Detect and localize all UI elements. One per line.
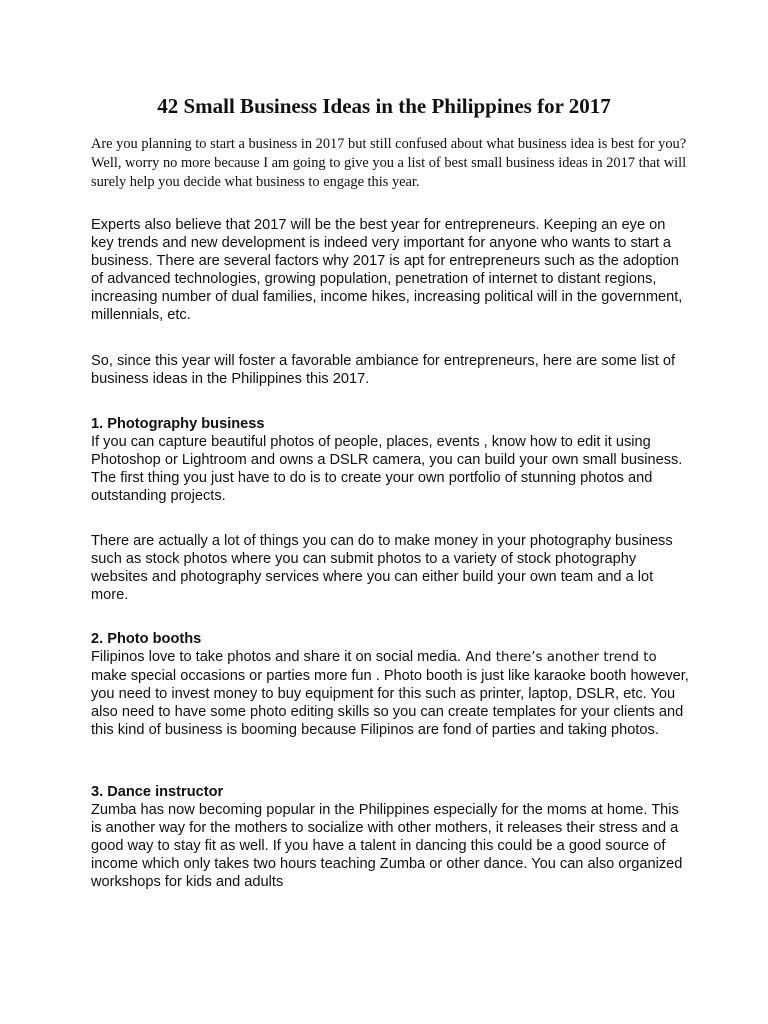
section-dance-instructor [91, 783, 691, 891]
section-body: Zumba has now becoming popular in the Philippines especially for the moms at home. This is another way for the mothers to socialize with other mothers, it releases their stress and a good way to stay fit as well. If you have a talent in dancing this could be a good source of income which only takes two hours teaching Zumba or other dance. You can also organized workshops for kids and adults [91, 802, 683, 890]
section-heading: 3. Dance instructor [91, 784, 224, 800]
section-photo-booths [91, 630, 691, 739]
section-body-part-b: . And there’s another trend to [456, 650, 657, 665]
section-photography-body2: There are actually a lot of things you can do to make money in your photography business such as stock photos where you can submit photos to a variety of stock photography websites and photography services where you can either build your own team and a lot more. [91, 533, 673, 603]
section-body: If you can capture beautiful photos of people, places, events , know how to edit it using Photoshop or Lightroom and owns a DSLR camera, you can build your own small business. The first thing you just have to do is to create your own portfolio of stunning photos and outstanding projects. [91, 434, 683, 504]
section-photography [91, 415, 691, 505]
section-body-part-c: make special occasions or parties more fun . Photo booth is just like karaoke booth however, you need to invest money to buy equipment for this such as printer, laptop, DSLR, etc. You also need to have some photo editing skills so you can create templates for your clients and this kind of business is booming because Filipinos are fond of parties and taking photos. [91, 668, 689, 738]
document-title: 42 Small Business Ideas in the Philippines for 2017 [157, 94, 611, 118]
section-body-part-a: Filipinos love to take photos and share it on social media [91, 649, 457, 665]
experts-paragraph: Experts also believe that 2017 will be the best year for entrepreneurs. Keeping an eye on key trends and new development is indeed very important for anyone who wants to start a business. There are several factors why 2017 is apt for entrepreneurs such as the adoption of advanced technologies, growing population, penetration of internet to distant regions, increasing number of dual families, income hikes, increasing political will in the government, millennials, etc. [91, 217, 683, 323]
so-since-paragraph: So, since this year will foster a favorable ambiance for entrepreneurs, here are some list of business ideas in the Philippines this 2017. [91, 353, 676, 387]
intro-paragraph: Are you planning to start a business in 2017 but still confused about what business idea is best for you? Well, worry no more because I am going to give you a list of best small business ideas in 2017 that will surely help you decide what business to engage this year. [91, 136, 687, 190]
section-heading: 1. Photography business [91, 416, 265, 432]
section-heading: 2. Photo booths [91, 631, 202, 647]
